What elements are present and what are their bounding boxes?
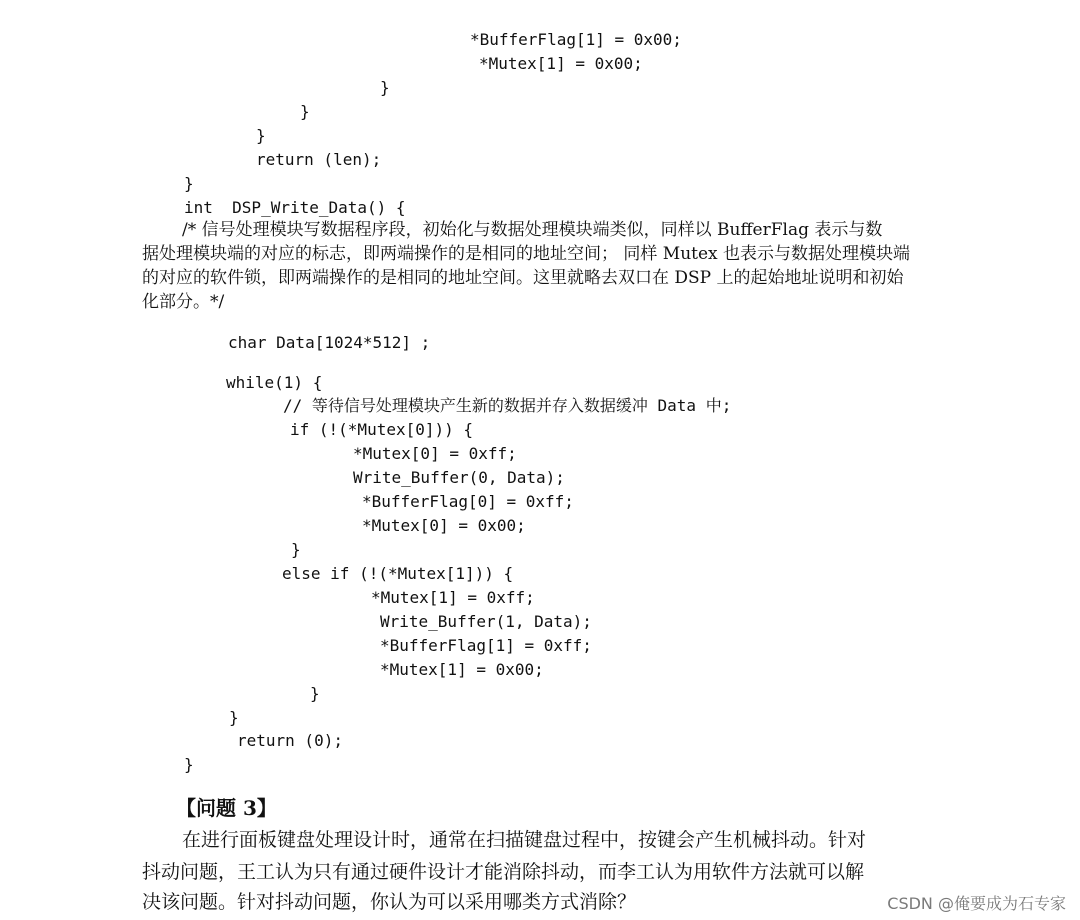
- code-line-function-signature: int DSP_Write_Data() {: [184, 198, 406, 217]
- code-line-bufferflag1-set: *BufferFlag[1] = 0xff;: [380, 636, 592, 655]
- code-line-brace: }: [229, 708, 239, 727]
- code-line-mutex1-reset: *Mutex[1] = 0x00;: [479, 54, 643, 73]
- code-line-comment-wait: // 等待信号处理模块产生新的数据并存入数据缓冲 Data 中;: [283, 396, 732, 415]
- code-line-brace: }: [291, 540, 301, 559]
- code-line-brace: }: [184, 174, 194, 193]
- question-title: 【问题 3】: [176, 796, 277, 820]
- comment-line-3: 的对应的软件锁，即两端操作的是相同的地址空间。这里就略去双口在 DSP 上的起始地址说明和初始: [142, 268, 904, 288]
- code-line-brace: }: [310, 684, 320, 703]
- comment-line-1: /* 信号处理模块写数据程序段，初始化与数据处理模块端类似，同样以 BufferFlag 表示与数: [182, 220, 883, 240]
- csdn-watermark: CSDN @俺要成为石专家: [887, 894, 1066, 913]
- code-line-mutex0-reset: *Mutex[0] = 0x00;: [362, 516, 526, 535]
- code-line-data-decl: char Data[1024*512] ;: [228, 333, 431, 352]
- code-line-if-mutex0: if (!(*Mutex[0])) {: [290, 420, 474, 439]
- code-line-brace: }: [184, 755, 194, 774]
- code-line-brace: }: [380, 78, 390, 97]
- code-line-brace: }: [256, 126, 266, 145]
- code-line-write-buffer0: Write_Buffer(0, Data);: [353, 468, 565, 487]
- code-line-mutex0-set: *Mutex[0] = 0xff;: [353, 444, 517, 463]
- code-line-return-len: return (len);: [256, 150, 382, 169]
- code-line-bufferflag0-set: *BufferFlag[0] = 0xff;: [362, 492, 574, 511]
- code-line-bufferflag1-reset: *BufferFlag[1] = 0x00;: [470, 30, 682, 49]
- code-line-write-buffer1: Write_Buffer(1, Data);: [380, 612, 592, 631]
- question-line-3: 决该问题。针对抖动问题，你认为可以采用哪类方式消除？: [142, 891, 637, 913]
- code-line-else-if-mutex1: else if (!(*Mutex[1])) {: [282, 564, 514, 583]
- code-line-while: while(1) {: [226, 373, 323, 392]
- code-line-mutex1-set: *Mutex[1] = 0xff;: [371, 588, 535, 607]
- comment-line-2: 据处理模块端的对应的标志，即两端操作的是相同的地址空间； 同样 Mutex 也表示与数据处理模块端: [142, 244, 911, 264]
- code-line-mutex1-reset: *Mutex[1] = 0x00;: [380, 660, 544, 679]
- question-line-2: 抖动问题，王工认为只有通过硬件设计才能消除抖动，而李工认为用软件方法就可以解: [142, 861, 865, 883]
- comment-line-4: 化部分。*/: [142, 292, 225, 312]
- code-line-return-zero: return (0);: [237, 731, 343, 750]
- question-line-1: 在进行面板键盘处理设计时，通常在扫描键盘过程中，按键会产生机械抖动。针对: [182, 829, 867, 851]
- code-line-brace: }: [300, 102, 310, 121]
